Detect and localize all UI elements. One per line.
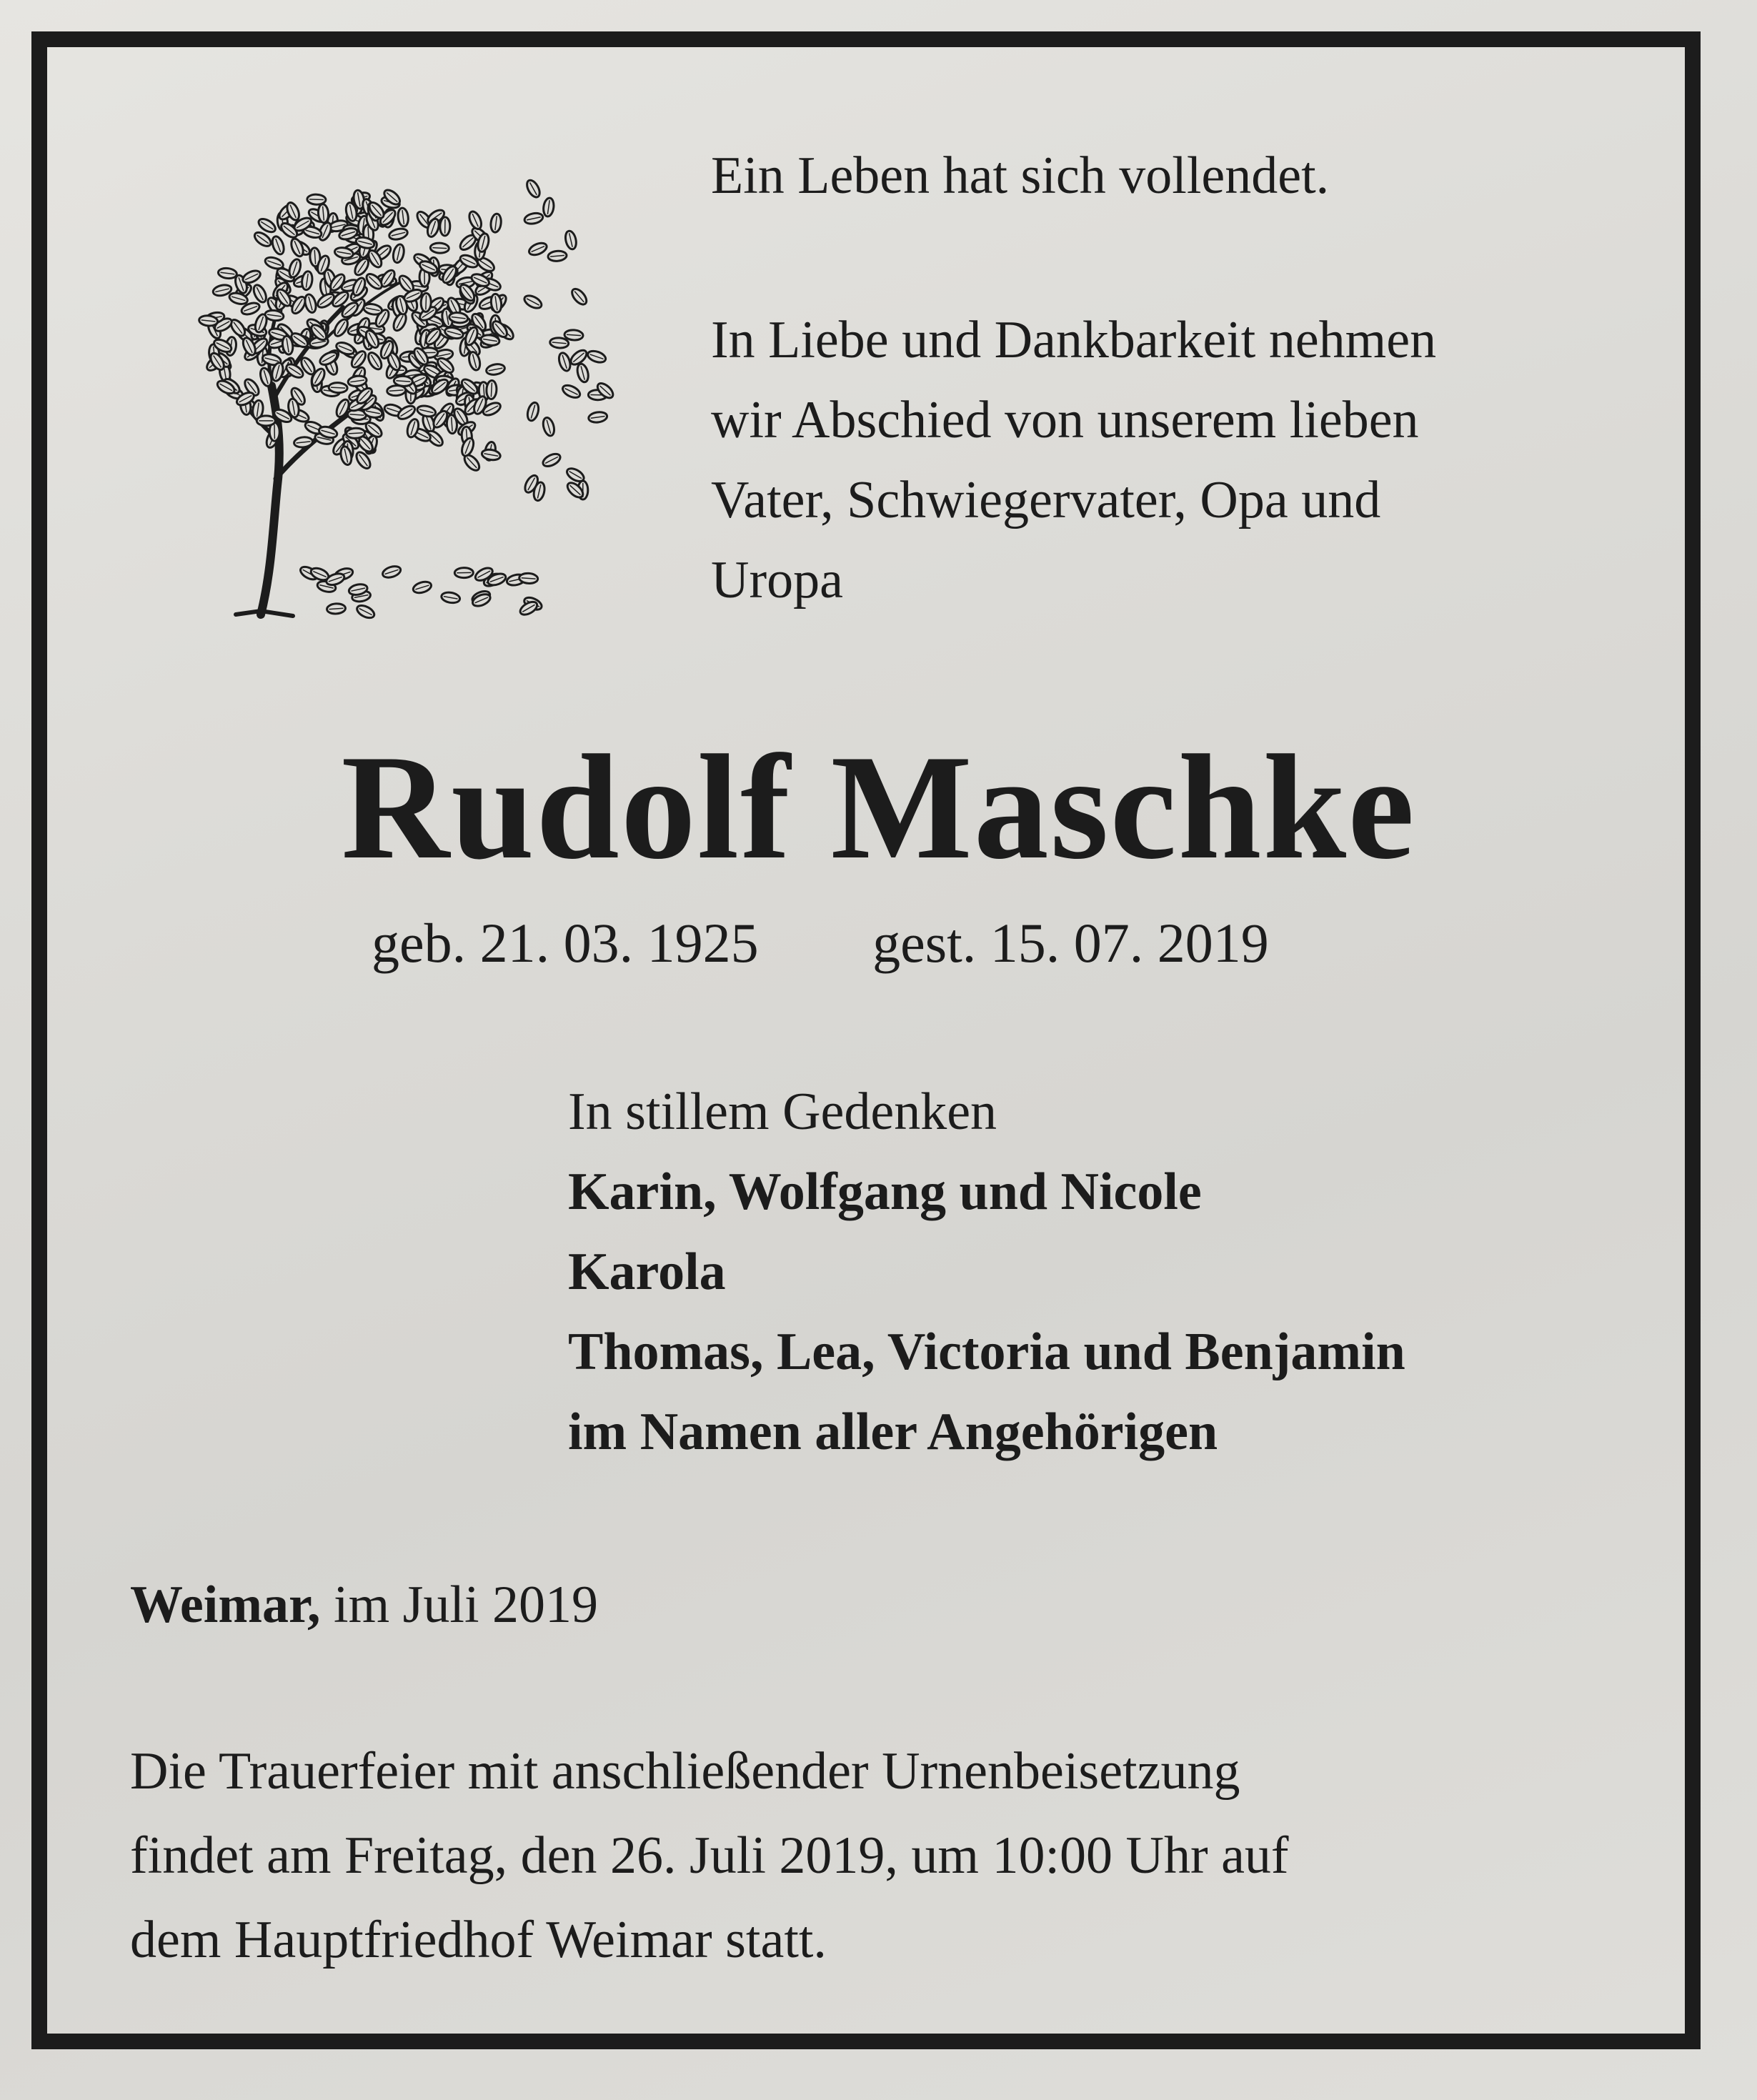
- falling-leaf: [542, 197, 554, 217]
- falling-leaf: [524, 212, 544, 225]
- ground-leaf: [355, 603, 377, 620]
- ground-leaf: [327, 603, 346, 614]
- place-date: [130, 1565, 598, 1645]
- intro-paragraph: [711, 300, 1436, 620]
- tree-leaf: [485, 363, 505, 377]
- intro-paragraph-line: In Liebe und Dankbarkeit nehmen: [711, 311, 1437, 369]
- tree-leaf: [218, 267, 238, 279]
- tree-leaf: [440, 217, 450, 236]
- ceremony-line: findet am Freitag, den 26. Juli 2019, um 10:00 Uhr auf: [130, 1826, 1289, 1885]
- falling-leaf: [490, 213, 502, 233]
- tree-leaf: [287, 258, 302, 279]
- death-date: gest. 15. 07. 2019: [872, 912, 1269, 974]
- tree-leaf: [270, 235, 286, 256]
- tree-leaf: [417, 404, 437, 418]
- mourner-line: Thomas, Lea, Victoria und Benjamin: [568, 1323, 1405, 1381]
- intro-paragraph-line: Vater, Schwiegervater, Opa und: [711, 471, 1381, 529]
- mourners-block: [568, 1072, 1405, 1472]
- falling-leaf: [486, 380, 497, 399]
- falling-leaf: [467, 209, 484, 230]
- intro-paragraph-line: wir Abschied von unserem lieben: [711, 391, 1419, 449]
- tree-leaf: [332, 317, 351, 338]
- falling-leaf: [542, 417, 557, 437]
- falling-leaf: [549, 337, 569, 349]
- falling-leaf: [547, 250, 567, 262]
- tree-leaf: [317, 204, 329, 223]
- tree-leaf: [289, 237, 305, 258]
- tree-leaf: [397, 207, 409, 227]
- ground-leaf: [518, 599, 539, 617]
- tree-leaf: [391, 312, 408, 333]
- tree-leaf: [264, 255, 284, 271]
- deceased-name: Rudolf Maschke: [341, 725, 1416, 890]
- ceremony-line: Die Trauerfeier mit anschließender Urnenbeisetzung: [130, 1742, 1240, 1801]
- falling-leaf: [527, 241, 548, 257]
- mourner-line: Karola: [568, 1243, 726, 1301]
- tree-leaf: [257, 416, 275, 426]
- tree-leaf: [329, 382, 348, 393]
- ground-leaf: [519, 573, 538, 584]
- ground-leaf: [454, 567, 473, 577]
- falling-leaf: [524, 178, 542, 199]
- tree-leaf: [346, 428, 365, 439]
- falling-leaf: [564, 329, 584, 341]
- tree-leaf: [421, 293, 432, 312]
- place-month: im Juli 2019: [320, 1576, 599, 1634]
- birth-date: geb. 21. 03. 1925: [372, 912, 759, 974]
- falling-leaf: [588, 411, 608, 423]
- mourner-line: im Namen aller Angehörigen: [568, 1403, 1218, 1461]
- tree-foliage: [199, 178, 616, 620]
- falling-leaf: [587, 349, 607, 364]
- falling-leaf: [565, 466, 587, 484]
- life-dates: [372, 904, 1269, 982]
- ground-leaf: [441, 591, 461, 604]
- tree-leaf: [392, 244, 405, 264]
- falling-leaf: [526, 402, 541, 422]
- tree-leaf: [430, 242, 449, 253]
- mourners-heading: In stillem Gedenken: [568, 1083, 997, 1141]
- falling-leaf: [564, 230, 577, 250]
- ceremony-notice: [130, 1729, 1289, 1982]
- ground-leaf: [382, 564, 402, 579]
- tree-leaf: [388, 227, 409, 242]
- tree-leaf: [301, 271, 313, 291]
- falling-leaf: [541, 452, 562, 469]
- falling-leaf: [569, 287, 589, 307]
- falling-leaf: [481, 448, 501, 461]
- tree-leaf: [241, 269, 262, 286]
- falling-leaf: [522, 293, 544, 311]
- place-city: Weimar,: [130, 1576, 321, 1634]
- intro-line: Ein Leben hat sich vollendet.: [711, 146, 1330, 205]
- mourner-line: Karin, Wolfgang und Nicole: [568, 1163, 1202, 1221]
- tree-leaf: [363, 302, 383, 316]
- intro-paragraph-line: Uropa: [711, 551, 843, 609]
- ground-leaf: [412, 580, 432, 595]
- falling-leaf: [576, 363, 590, 384]
- tree-leaf: [394, 376, 413, 387]
- tree-with-falling-leaves-icon: [193, 143, 622, 636]
- falling-leaf: [561, 383, 582, 400]
- falling-leaf: [568, 347, 589, 367]
- tree-leaf: [447, 414, 458, 434]
- tree-leaf: [252, 283, 269, 304]
- ceremony-line: dem Hauptfriedhof Weimar statt.: [130, 1911, 827, 1969]
